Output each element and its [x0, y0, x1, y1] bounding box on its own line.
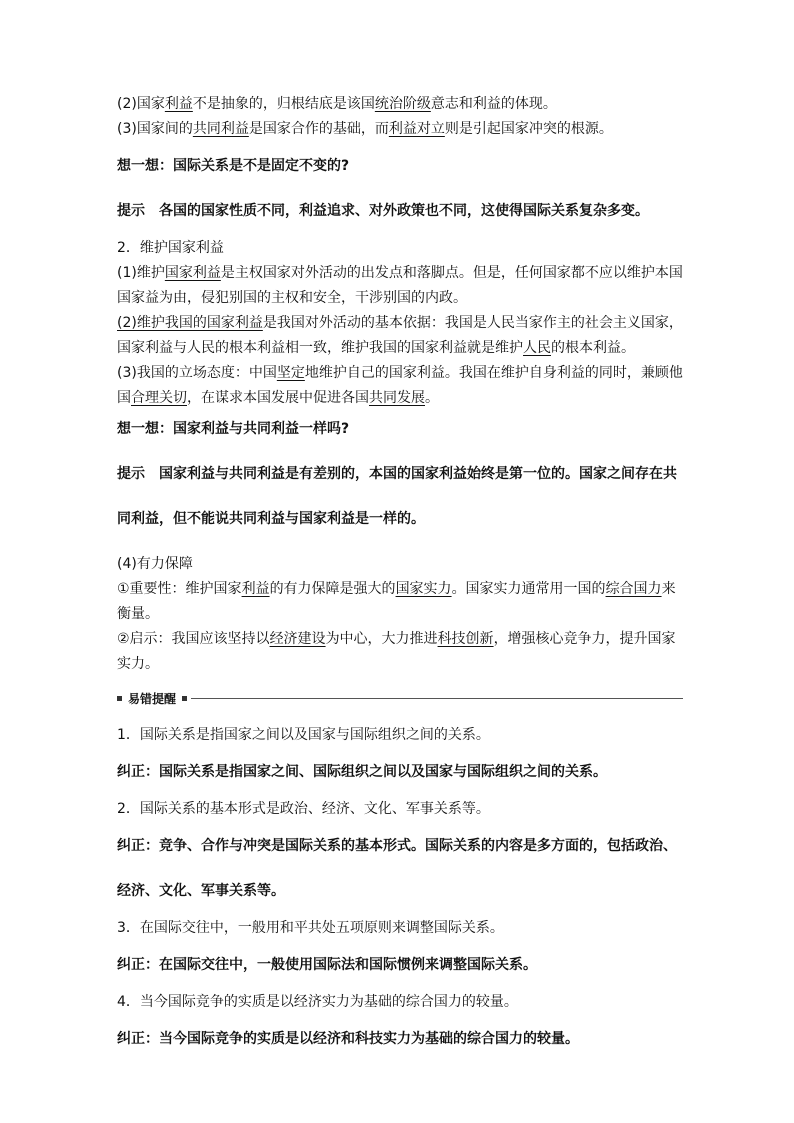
fill-blank: 国家利益 — [164, 265, 221, 281]
s2-p4-line3 — [117, 627, 683, 652]
error-claim: 2．国际关系的基本形式是政治、经济、文化、军事关系等。 — [117, 801, 490, 817]
fill-blank: 国家实力 — [395, 581, 452, 597]
error-list — [117, 723, 683, 1052]
s2-p1-line1 — [117, 261, 683, 286]
text: 是我国对外活动的基本依据：我国是人民当家作主的社会主义国家， — [262, 315, 683, 331]
think-question-2: 想一想：国家利益与共同利益一样吗? — [117, 421, 350, 437]
s2-p2-line2 — [117, 336, 683, 361]
text: 来 — [661, 581, 676, 597]
error-reminder-header — [117, 685, 683, 711]
fill-blank: 合理关切 — [131, 390, 187, 406]
text: (3)我国的立场态度：中国 — [117, 365, 277, 381]
error-claim: 1．国际关系是指国家之间以及国家与国际组织之间的关系。 — [117, 727, 490, 743]
text: 。 — [425, 390, 439, 406]
fill-blank: 坚定 — [276, 365, 305, 381]
hint-text: 国家利益与共同利益是有差别的，本国的国家利益始终是第一位的。国家之间存在共 — [159, 466, 677, 482]
text: 意志和利益的体现。 — [430, 96, 557, 112]
fill-blank: 利益对立 — [388, 121, 445, 137]
divider-line — [191, 698, 683, 699]
error-claim: 3．在国际交往中，一般用和平共处五项原则来调整国际关系。 — [117, 920, 504, 936]
text: ①重要性：维护国家 — [117, 581, 242, 597]
s2-p4-line1 — [117, 577, 683, 602]
text: (3)国家间的 — [117, 121, 193, 137]
text: 的有力保障是强大的 — [269, 581, 396, 597]
text: 。国家实力通常用一国的 — [451, 581, 606, 597]
error-claim: 4．当今国际竞争的实质是以经济实力为基础的综合国力的较量。 — [117, 994, 518, 1010]
hint-label: 提示 — [117, 466, 145, 482]
text: 不是抽象的，归根结底是该国 — [192, 96, 375, 112]
hint-label: 提示 — [117, 203, 145, 219]
text: ②启示：我国应该坚持以 — [117, 631, 270, 647]
text: 国 — [117, 390, 131, 406]
error-correction: 经济、文化、军事关系等。 — [117, 883, 285, 899]
fill-blank: (2)维护我国的国家利益 — [117, 315, 263, 331]
error-correction: 纠正：竞争、合作与冲突是国际关系的基本形式。国际关系的内容是多方面的，包括政治、 — [117, 838, 677, 854]
error-reminder-title: 易错提醒 — [128, 691, 177, 706]
text: 则是引起国家冲突的根源。 — [444, 121, 613, 137]
fill-blank: 共同发展 — [369, 390, 425, 406]
s1-p3 — [117, 117, 683, 142]
error-correction: 纠正：在国际交往中，一般使用国际法和国际惯例来调整国际关系。 — [117, 957, 537, 973]
hint-text: 各国的国家性质不同，利益追求、对外政策也不同，这使得国际关系复杂多变。 — [159, 203, 649, 219]
s2-p1-line2: 国家益为由，侵犯别国的主权和安全，干涉别国的内政。 — [117, 290, 467, 306]
fill-blank: 人民 — [523, 340, 551, 356]
section-heading: 2．维护国家利益 — [117, 240, 224, 256]
text: ，在谋求本国发展中促进各国 — [187, 390, 369, 406]
fill-blank: 科技创新 — [437, 631, 494, 647]
fill-blank: 经济建设 — [269, 631, 326, 647]
text: ，增强核心竞争力，提升国家 — [493, 631, 676, 647]
s2-p3-line2 — [117, 386, 683, 411]
fill-blank: 统治阶级 — [374, 96, 431, 112]
s2-p3-line1 — [117, 361, 683, 386]
text: 为中心，大力推进 — [325, 631, 438, 647]
s2-p2-line1 — [117, 311, 683, 336]
hint-2-line2: 同利益，但不能说共同利益与国家利益是一样的。 — [117, 511, 425, 527]
square-bullet-icon — [117, 696, 122, 701]
error-correction: 纠正：国际关系是指国家之间、国际组织之间以及国家与国际组织之间的关系。 — [117, 764, 607, 780]
s2-p4-line4: 实力。 — [117, 656, 159, 672]
text: (2)国家 — [117, 96, 165, 112]
s2-p4-line2: 衡量。 — [117, 606, 159, 622]
text: 是主权国家对外活动的出发点和落脚点。但是，任何国家都不应以维护本国 — [220, 265, 683, 281]
square-bullet-icon — [182, 696, 187, 701]
text: 地维护自己的国家利益。我国在维护自身利益的同时，兼顾他 — [304, 365, 683, 381]
fill-blank: 共同利益 — [192, 121, 249, 137]
hint-2-line1 — [117, 462, 683, 487]
fill-blank: 利益 — [241, 581, 270, 597]
s2-p4-heading: (4)有力保障 — [117, 556, 193, 572]
text: 国家利益与人民的根本利益相一致，维护我国的国家利益就是维护 — [117, 340, 523, 356]
text: 的根本利益。 — [551, 340, 635, 356]
document-page — [117, 92, 683, 1052]
error-correction: 纠正：当今国际竞争的实质是以经济和科技实力为基础的综合国力的较量。 — [117, 1031, 579, 1047]
s1-p2 — [117, 92, 683, 117]
fill-blank: 综合国力 — [605, 581, 662, 597]
text: 是国家合作的基础，而 — [248, 121, 389, 137]
fill-blank: 利益 — [164, 96, 193, 112]
text: (1)维护 — [117, 265, 165, 281]
think-question-1: 想一想：国际关系是不是固定不变的? — [117, 158, 350, 174]
hint-1 — [117, 199, 683, 224]
